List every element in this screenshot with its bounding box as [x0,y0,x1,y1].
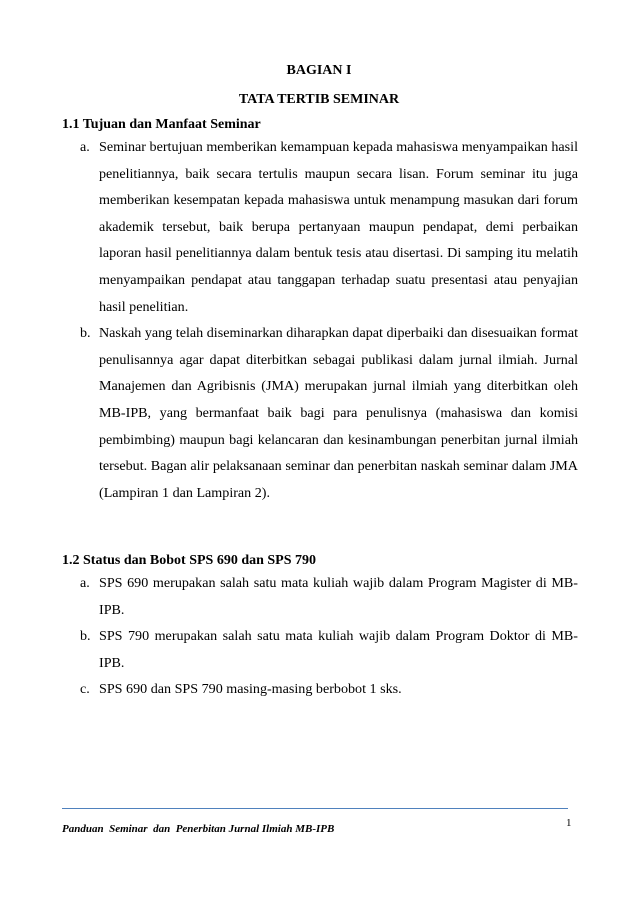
page-number: 1 [566,817,572,829]
list-item-text: SPS 790 merupakan salah satu mata kuliah wajib dalam Program Doktor di MB-IPB. [99,628,578,671]
part-heading: BAGIAN I [286,63,352,78]
footer-text: Panduan Seminar dan Penerbitan Jurnal Ilmiah MB-IPB [62,823,335,835]
list-item-text: SPS 690 merupakan salah satu mata kuliah wajib dalam Program Magister di MB-IPB. [99,575,578,618]
list-marker: c. [80,681,90,698]
list-item-text: Naskah yang telah diseminarkan diharapkan dapat diperbaiki dan disesuaikan format penulisannya agar dapat diterbitkan sebagai publikasi dalam jurnal ilmiah. Jurnal Manajemen dan Agribisnis (JMA) merupakan jurnal ilmiah yang diterbitkan oleh MB-IPB, yang bermanfaat baik bagi para penulisnya (mahasiswa dan komisi pembimbing) maupun bagi kelancaran dan kesinambungan penerbitan jurnal ilmiah tersebut. Bagan alir pelaksanaan seminar dan penerbitan naskah seminar dalam JMA (Lampiran 1 dan Lampiran 2). [99,325,578,501]
section-1-2-list [62,570,578,703]
list-marker: b. [80,325,91,342]
list-item [62,134,578,320]
list-marker: a. [80,575,90,591]
document-title: TATA TERTIB SEMINAR [238,92,400,107]
list-item [62,623,578,676]
list-item-text: Seminar bertujuan memberikan kemampuan kepada mahasiswa menyampaikan hasil penelitiannya, baik secara tertulis maupun secara lisan. Forum seminar itu juga memberikan kesempatan kepada mahasiswa untuk menampung masukan dari forum akademik tersebut, baik berupa pertanyaan maupun pendapat, demi perbaikan laporan hasil penelitiannya dalam bentuk tesis atau disertasi. Di samping itu melatih menyampaikan pendapat atau tanggapan terhadap suatu presentasi atau penyajian hasil penelitian. [99,139,578,315]
section-1-1-list [62,134,578,506]
list-item [62,676,578,703]
section-heading-1-2: 1.2 Status dan Bobot SPS 690 dan SPS 790 [62,553,317,568]
list-marker: a. [80,139,90,155]
list-marker: b. [80,628,91,645]
list-item-text: SPS 690 dan SPS 790 masing-masing berbobot 1 sks. [99,681,402,698]
footer-divider [62,808,568,809]
section-heading-1-1: 1.1 Tujuan dan Manfaat Seminar [62,117,261,132]
list-item [62,320,578,506]
list-item [62,570,578,623]
